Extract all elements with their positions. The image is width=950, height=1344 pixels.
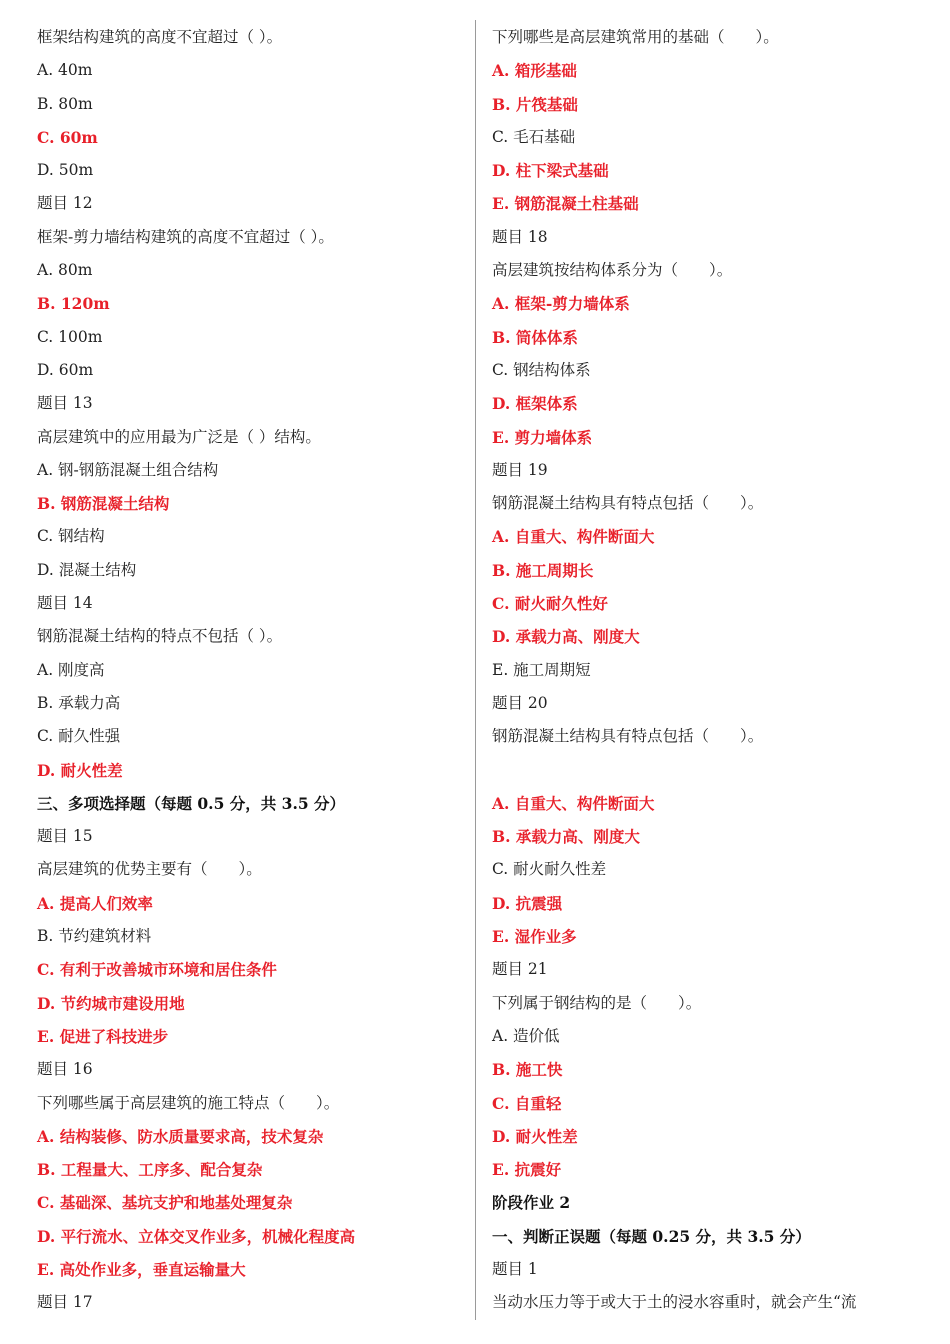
option: C. 耐火耐久性差: [492, 860, 607, 879]
answer-option: E. 钢筋混凝土柱基础: [492, 194, 639, 214]
section-heading: 一、判断正误题（每题 0.25 分，共 3.5 分）: [492, 1226, 811, 1246]
question-number: 题目 13: [37, 394, 93, 413]
answer-option: B. 施工周期长: [492, 560, 594, 580]
option: D. 60m: [37, 360, 94, 379]
answer-option: B. 钢筋混凝土结构: [37, 494, 170, 514]
question-text: 下列哪些是高层建筑常用的基础（ ）。: [492, 28, 779, 46]
option: C. 100m: [37, 327, 103, 346]
answer-option: A. 自重大、构件断面大: [492, 793, 655, 813]
answer-option: B. 施工快: [492, 1060, 563, 1080]
answer-option: E. 抗震好: [492, 1160, 562, 1180]
question-number: 题目 16: [37, 1060, 93, 1079]
section-heading: 三、多项选择题（每题 0.5 分，共 3.5 分）: [37, 793, 346, 813]
column-divider: [475, 20, 476, 1320]
option: A. 40m: [37, 61, 93, 80]
question-number: 题目 17: [37, 1293, 93, 1312]
question-number: 题目 15: [37, 827, 93, 846]
question-number: 题目 21: [492, 960, 548, 979]
question-number: 题目 20: [492, 693, 548, 712]
option: B. 承载力高: [37, 693, 121, 712]
option: A. 刚度高: [37, 660, 105, 679]
answer-option: D. 框架体系: [492, 394, 578, 414]
answer-option: B. 工程量大、工序多、配合复杂: [37, 1160, 263, 1180]
answer-option: E. 湿作业多: [492, 927, 577, 947]
option: C. 钢结构: [37, 527, 105, 546]
answer-option: A. 自重大、构件断面大: [492, 527, 655, 547]
answer-option: B. 片筏基础: [492, 94, 578, 114]
question-text: 高层建筑的优势主要有（ ）。: [37, 860, 262, 879]
option: A. 80m: [37, 261, 93, 280]
option: D. 50m: [37, 161, 94, 180]
question-text: 下列属于钢结构的是（ ）。: [492, 993, 702, 1012]
answer-option: E. 促进了科技进步: [37, 1026, 169, 1046]
question-text: 钢筋混凝土结构具有特点包括（ ）。: [492, 494, 764, 513]
blank-line: [492, 754, 922, 787]
question-text: 框架结构建筑的高度不宜超过（ ）。: [37, 28, 283, 46]
answer-option: C. 耐火耐久性好: [492, 594, 608, 614]
answer-option: D. 耐火性差: [492, 1126, 578, 1146]
question-number: 题目 19: [492, 460, 548, 479]
option: C. 耐久性强: [37, 727, 121, 746]
answer-option: C. 有利于改善城市环境和居住条件: [37, 960, 277, 980]
answer-option: A. 结构装修、防水质量要求高，技术复杂: [37, 1126, 324, 1146]
option: B. 节约建筑材料: [37, 927, 152, 946]
answer-option: D. 抗震强: [492, 893, 563, 913]
question-text: 下列哪些属于高层建筑的施工特点（ ）。: [37, 1093, 340, 1112]
question-text: 高层建筑中的应用最为广泛是（ ）结构。: [37, 427, 321, 446]
answer-option: C. 基础深、基坑支护和地基处理复杂: [37, 1193, 293, 1213]
answer-option: E. 剪力墙体系: [492, 427, 593, 447]
answer-option: A. 箱形基础: [492, 61, 577, 81]
answer-option: C. 自重轻: [492, 1093, 562, 1113]
option: C. 钢结构体系: [492, 360, 591, 379]
question-text: 钢筋混凝土结构具有特点包括（ ）。: [492, 727, 764, 746]
question-text: 高层建筑按结构体系分为（ ）。: [492, 261, 733, 280]
option: B. 80m: [37, 94, 93, 113]
question-number: 题目 12: [37, 194, 93, 213]
right-column: [492, 21, 922, 1320]
answer-option: B. 承载力高、刚度大: [492, 827, 640, 847]
option: A. 造价低: [492, 1026, 560, 1045]
option: E. 施工周期短: [492, 660, 591, 679]
answer-option: A. 框架-剪力墙体系: [492, 294, 630, 314]
question-text: 框架-剪力墙结构建筑的高度不宜超过（ ）。: [37, 227, 334, 246]
answer-option: D. 柱下梁式基础: [492, 161, 609, 181]
answer-option: B. 120m: [37, 294, 110, 314]
answer-option: D. 平行流水、立体交叉作业多，机械化程度高: [37, 1226, 356, 1246]
option: C. 毛石基础: [492, 127, 576, 146]
left-column: [37, 21, 462, 1320]
answer-option: C. 60m: [37, 127, 98, 147]
answer-option: B. 筒体体系: [492, 327, 578, 347]
option: D. 混凝土结构: [37, 560, 137, 579]
question-text: 钢筋混凝土结构的特点不包括（ ）。: [37, 627, 283, 646]
question-number: 题目 1: [492, 1259, 538, 1278]
answer-option: D. 节约城市建设用地: [37, 993, 185, 1013]
question-text: 当动水压力等于或大于土的浸水容重时，就会产生“流: [492, 1293, 857, 1312]
answer-option: D. 耐火性差: [37, 760, 123, 780]
answer-option: D. 承载力高、刚度大: [492, 627, 640, 647]
answer-option: A. 提高人们效率: [37, 893, 153, 913]
question-number: 题目 14: [37, 594, 93, 613]
question-number: 题目 18: [492, 227, 548, 246]
option: A. 钢-钢筋混凝土组合结构: [37, 460, 219, 479]
answer-option: E. 高处作业多，垂直运输量大: [37, 1259, 246, 1279]
section-heading: 阶段作业 2: [492, 1193, 571, 1213]
